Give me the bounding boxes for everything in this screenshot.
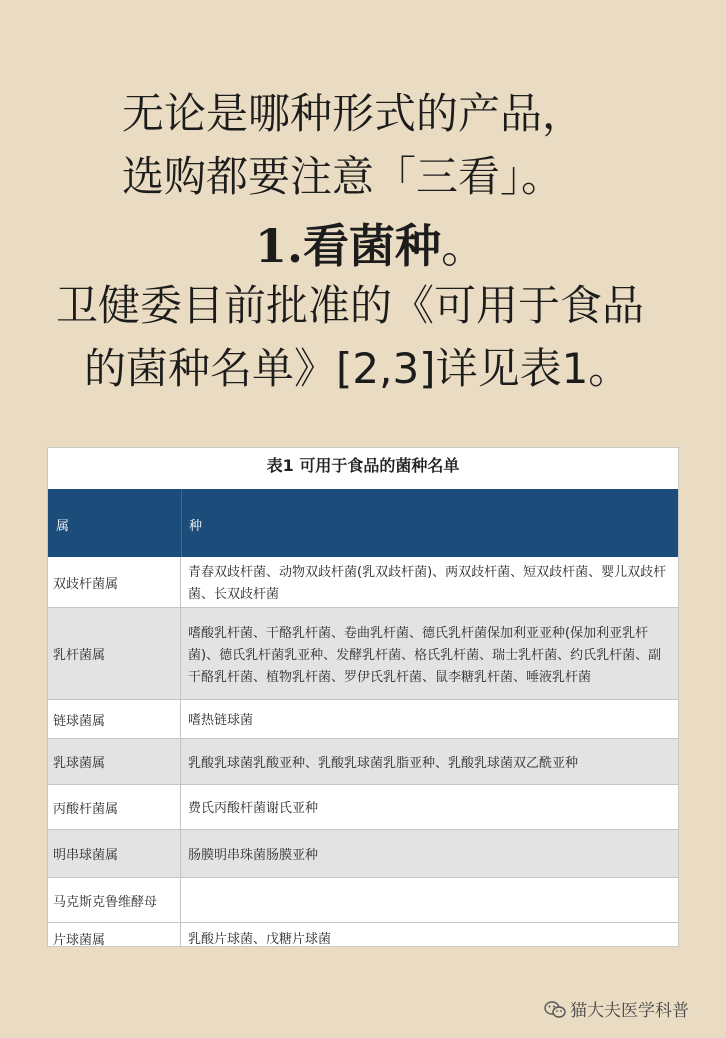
genus-cell: 乳杆菌属 xyxy=(48,608,181,699)
species-cell: 乳酸片球菌、戊糖片球菌 xyxy=(188,932,332,947)
section-title-bold: 1.看菌种 xyxy=(255,219,442,273)
table-row xyxy=(48,878,678,923)
heading-line-5: 的菌种名单》[2,3]详见表1。 xyxy=(84,344,631,393)
table-row xyxy=(48,739,678,785)
species-cell: 嗜酸乳杆菌、干酪乳杆菌、卷曲乳杆菌、德氏乳杆菌保加利亚亚种(保加利亚乳杆菌)、德氏乳杆菌乳亚种、发酵乳杆菌、格氏乳杆菌、瑞士乳杆菌、约氏乳杆菌、副干酪乳杆菌、植物乳杆菌、罗伊氏乳杆菌、鼠李糖乳杆菌、唾液乳杆菌 xyxy=(188,625,662,685)
header-genus: 属 xyxy=(56,519,70,534)
table-header xyxy=(48,489,678,557)
table-row xyxy=(48,608,678,700)
header-divider xyxy=(181,489,182,557)
table-row xyxy=(48,557,678,608)
table-row xyxy=(48,785,678,830)
section-title-suffix: 。 xyxy=(441,219,488,273)
genus-cell: 链球菌属 xyxy=(48,700,181,738)
wechat-icon xyxy=(544,1001,566,1019)
species-cell: 肠膜明串珠菌肠膜亚种 xyxy=(188,847,319,863)
table-body xyxy=(48,557,678,947)
species-cell xyxy=(182,878,678,922)
genus-cell: 丙酸杆菌属 xyxy=(48,785,181,829)
genus-cell: 片球菌属 xyxy=(48,923,181,947)
species-cell: 青春双歧杆菌、动物双歧杆菌(乳双歧杆菌)、两双歧杆菌、短双歧杆菌、婴儿双歧杆菌、长双歧杆菌 xyxy=(188,565,667,602)
genus-cell: 马克斯克鲁维酵母 xyxy=(48,878,181,922)
genus-cell: 双歧杆菌属 xyxy=(48,557,181,607)
heading-line-4: 卫健委目前批准的《可用于食品 xyxy=(56,281,645,330)
species-cell: 乳酸乳球菌乳酸亚种、乳酸乳球菌乳脂亚种、乳酸乳球菌双乙酰亚种 xyxy=(188,755,579,771)
species-cell: 嗜热链球菌 xyxy=(188,713,254,728)
table-row xyxy=(48,700,678,739)
watermark xyxy=(544,996,689,1021)
species-cell: 费氏丙酸杆菌谢氏亚种 xyxy=(188,801,319,816)
table-caption: 表1 可用于食品的菌种名单 xyxy=(266,456,460,475)
heading-line-1: 无论是哪种形式的产品， xyxy=(122,89,585,138)
section-title xyxy=(255,219,488,273)
strain-table xyxy=(47,447,679,947)
heading-line-2: 选购都要注意「三看」。 xyxy=(122,152,564,201)
watermark-text: 猫大夫医学科普 xyxy=(570,1001,689,1021)
header-species: 种 xyxy=(189,519,203,534)
table-row xyxy=(48,830,678,878)
genus-cell: 明串球菌属 xyxy=(48,830,181,877)
genus-cell: 乳球菌属 xyxy=(48,739,181,784)
table-row xyxy=(48,923,678,947)
